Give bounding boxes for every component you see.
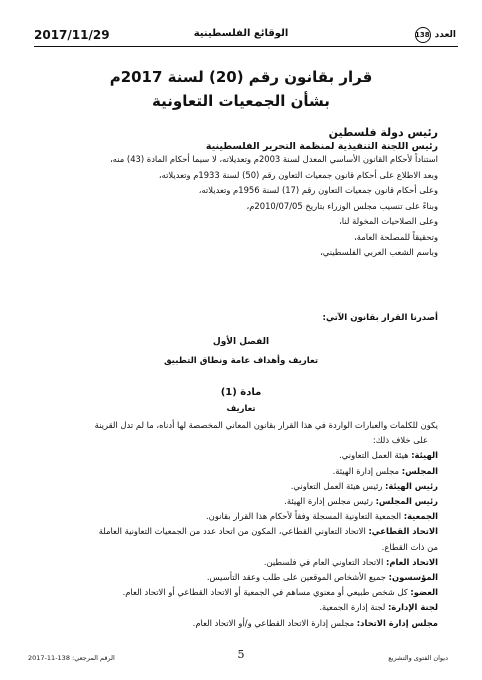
definition-text: مجلس إدارة الاتحاد القطاعي و/أو الاتحاد العام. (192, 617, 355, 628)
definition-text: جميع الأشخاص الموقعين على طلب وعقد التأسيس. (206, 572, 386, 583)
preamble (40, 152, 438, 261)
definition-text: رئيس هيئة العمل التعاوني. (290, 480, 383, 491)
definition-item (40, 570, 438, 585)
definition-item (40, 509, 438, 524)
definition-text: الجمعية التعاونية المسجلة وفقاً لأحكام هذا القرار بقانون. (206, 511, 402, 522)
issued-statement: أصدرنا القرار بقانون الآتي: (322, 313, 438, 323)
intro-line: يكون للكلمات والعبارات الواردة في هذا القرار بقانون المعاني المخصصة لها أدناه، ما لم تدل القرينة (94, 420, 438, 430)
definition-term: المؤسسون: (388, 572, 438, 583)
article-subtitle: تعاريف (226, 403, 256, 413)
definition-term: رئيس الهيئة: (385, 480, 438, 491)
definition-term: الاتحاد القطاعي: (368, 526, 438, 537)
decree-title: قرار بقانون رقم (20) لسنة 2017م (109, 68, 373, 86)
definition-term: لجنة الإدارة: (388, 602, 438, 613)
definitions-section (40, 418, 438, 631)
issue-date: 2017/11/29 (34, 28, 110, 42)
definition-item (40, 540, 438, 555)
definition-item (40, 524, 438, 539)
issue-label: العدد (434, 30, 456, 40)
definition-text: الاتحاد التعاوني القطاعي، المكون من اتحاد عدد من الجمعيات التعاونية العاملة (98, 526, 366, 537)
definition-text: رئيس مجلس إدارة الهيئة. (284, 496, 373, 507)
definition-text: لجنة إدارة الجمعية. (319, 602, 386, 613)
preamble-line: استناداً لأحكام القانون الأساسي المعدل لسنة 2003م وتعديلاته، لا سيما أحكام المادة (43) منه، (110, 154, 438, 164)
preamble-line: وبعد الاطلاع على أحكام قانون جمعيات التعاون رقم (50) لسنة 1933م وتعديلاته، (158, 169, 438, 180)
preamble-line: وعلى أحكام قانون جمعيات التعاون رقم (17) لسنة 1956م وتعديلاته، (198, 185, 438, 195)
preamble-line: وبناءً على تنسيب مجلس الوزراء بتاريخ 2010/07/05م، (246, 200, 438, 211)
definition-term: الجمعية: (403, 511, 438, 522)
definition-item (40, 479, 438, 494)
definition-term: المجلس: (401, 465, 438, 476)
decree-subtitle: بشأن الجمعيات التعاونية (152, 92, 330, 110)
preamble-line: وتحقيقاً للمصلحة العامة، (354, 231, 438, 242)
intro-line: على خلاف ذلك: (372, 435, 428, 446)
definition-text: مجلس إدارة الهيئة. (332, 465, 400, 476)
definition-term: الهيئة: (411, 450, 438, 461)
preamble-line: وعلى الصلاحيات المخولة لنا، (339, 216, 438, 226)
definition-term: رئيس المجلس: (375, 496, 438, 507)
article-title: مادة (1) (220, 387, 262, 398)
definition-item (40, 585, 438, 600)
footer-publisher: ديوان الفتوى والتشريع (388, 654, 448, 662)
plo-chair-title: رئيس اللجنة التنفيذية لمنظمة التحرير الفلسطينية (205, 141, 438, 152)
preamble-line: وباسم الشعب العربي الفلسطيني، (320, 247, 438, 257)
president-block (40, 126, 438, 152)
definition-text: من ذات القطاع. (381, 541, 438, 552)
gazette-name: الوقائع الفلسطينية (193, 28, 289, 39)
definition-text: الاتحاد التعاوني العام في فلسطين. (263, 556, 384, 567)
definition-item (40, 464, 438, 479)
chapter-title: الفصل الأول (212, 337, 270, 347)
definition-text: هيئة العمل التعاوني. (339, 450, 409, 461)
page-number: 5 (237, 648, 245, 661)
footer-reference: الرقم المرجعي: 138-11-2017 (28, 654, 115, 662)
definition-term: العضو: (410, 587, 438, 598)
header-divider (34, 46, 458, 47)
definition-term: الاتحاد العام: (385, 556, 438, 567)
definition-item (40, 494, 438, 509)
chapter-subtitle: تعاريف وأهداف عامة ونطاق التطبيق (163, 356, 319, 366)
issue-indicator (415, 27, 456, 43)
issue-number-badge: 138 (415, 27, 431, 43)
president-title: رئيس دولة فلسطين (328, 126, 438, 139)
definition-item (40, 600, 438, 615)
definition-term: مجلس إدارة الاتحاد: (356, 617, 438, 628)
definition-text: كل شخص طبيعي أو معنوي مساهم في الجمعية أو الاتحاد القطاعي أو الاتحاد العام. (122, 587, 408, 598)
definition-item (40, 616, 438, 631)
definition-item (40, 448, 438, 463)
definition-item (40, 555, 438, 570)
